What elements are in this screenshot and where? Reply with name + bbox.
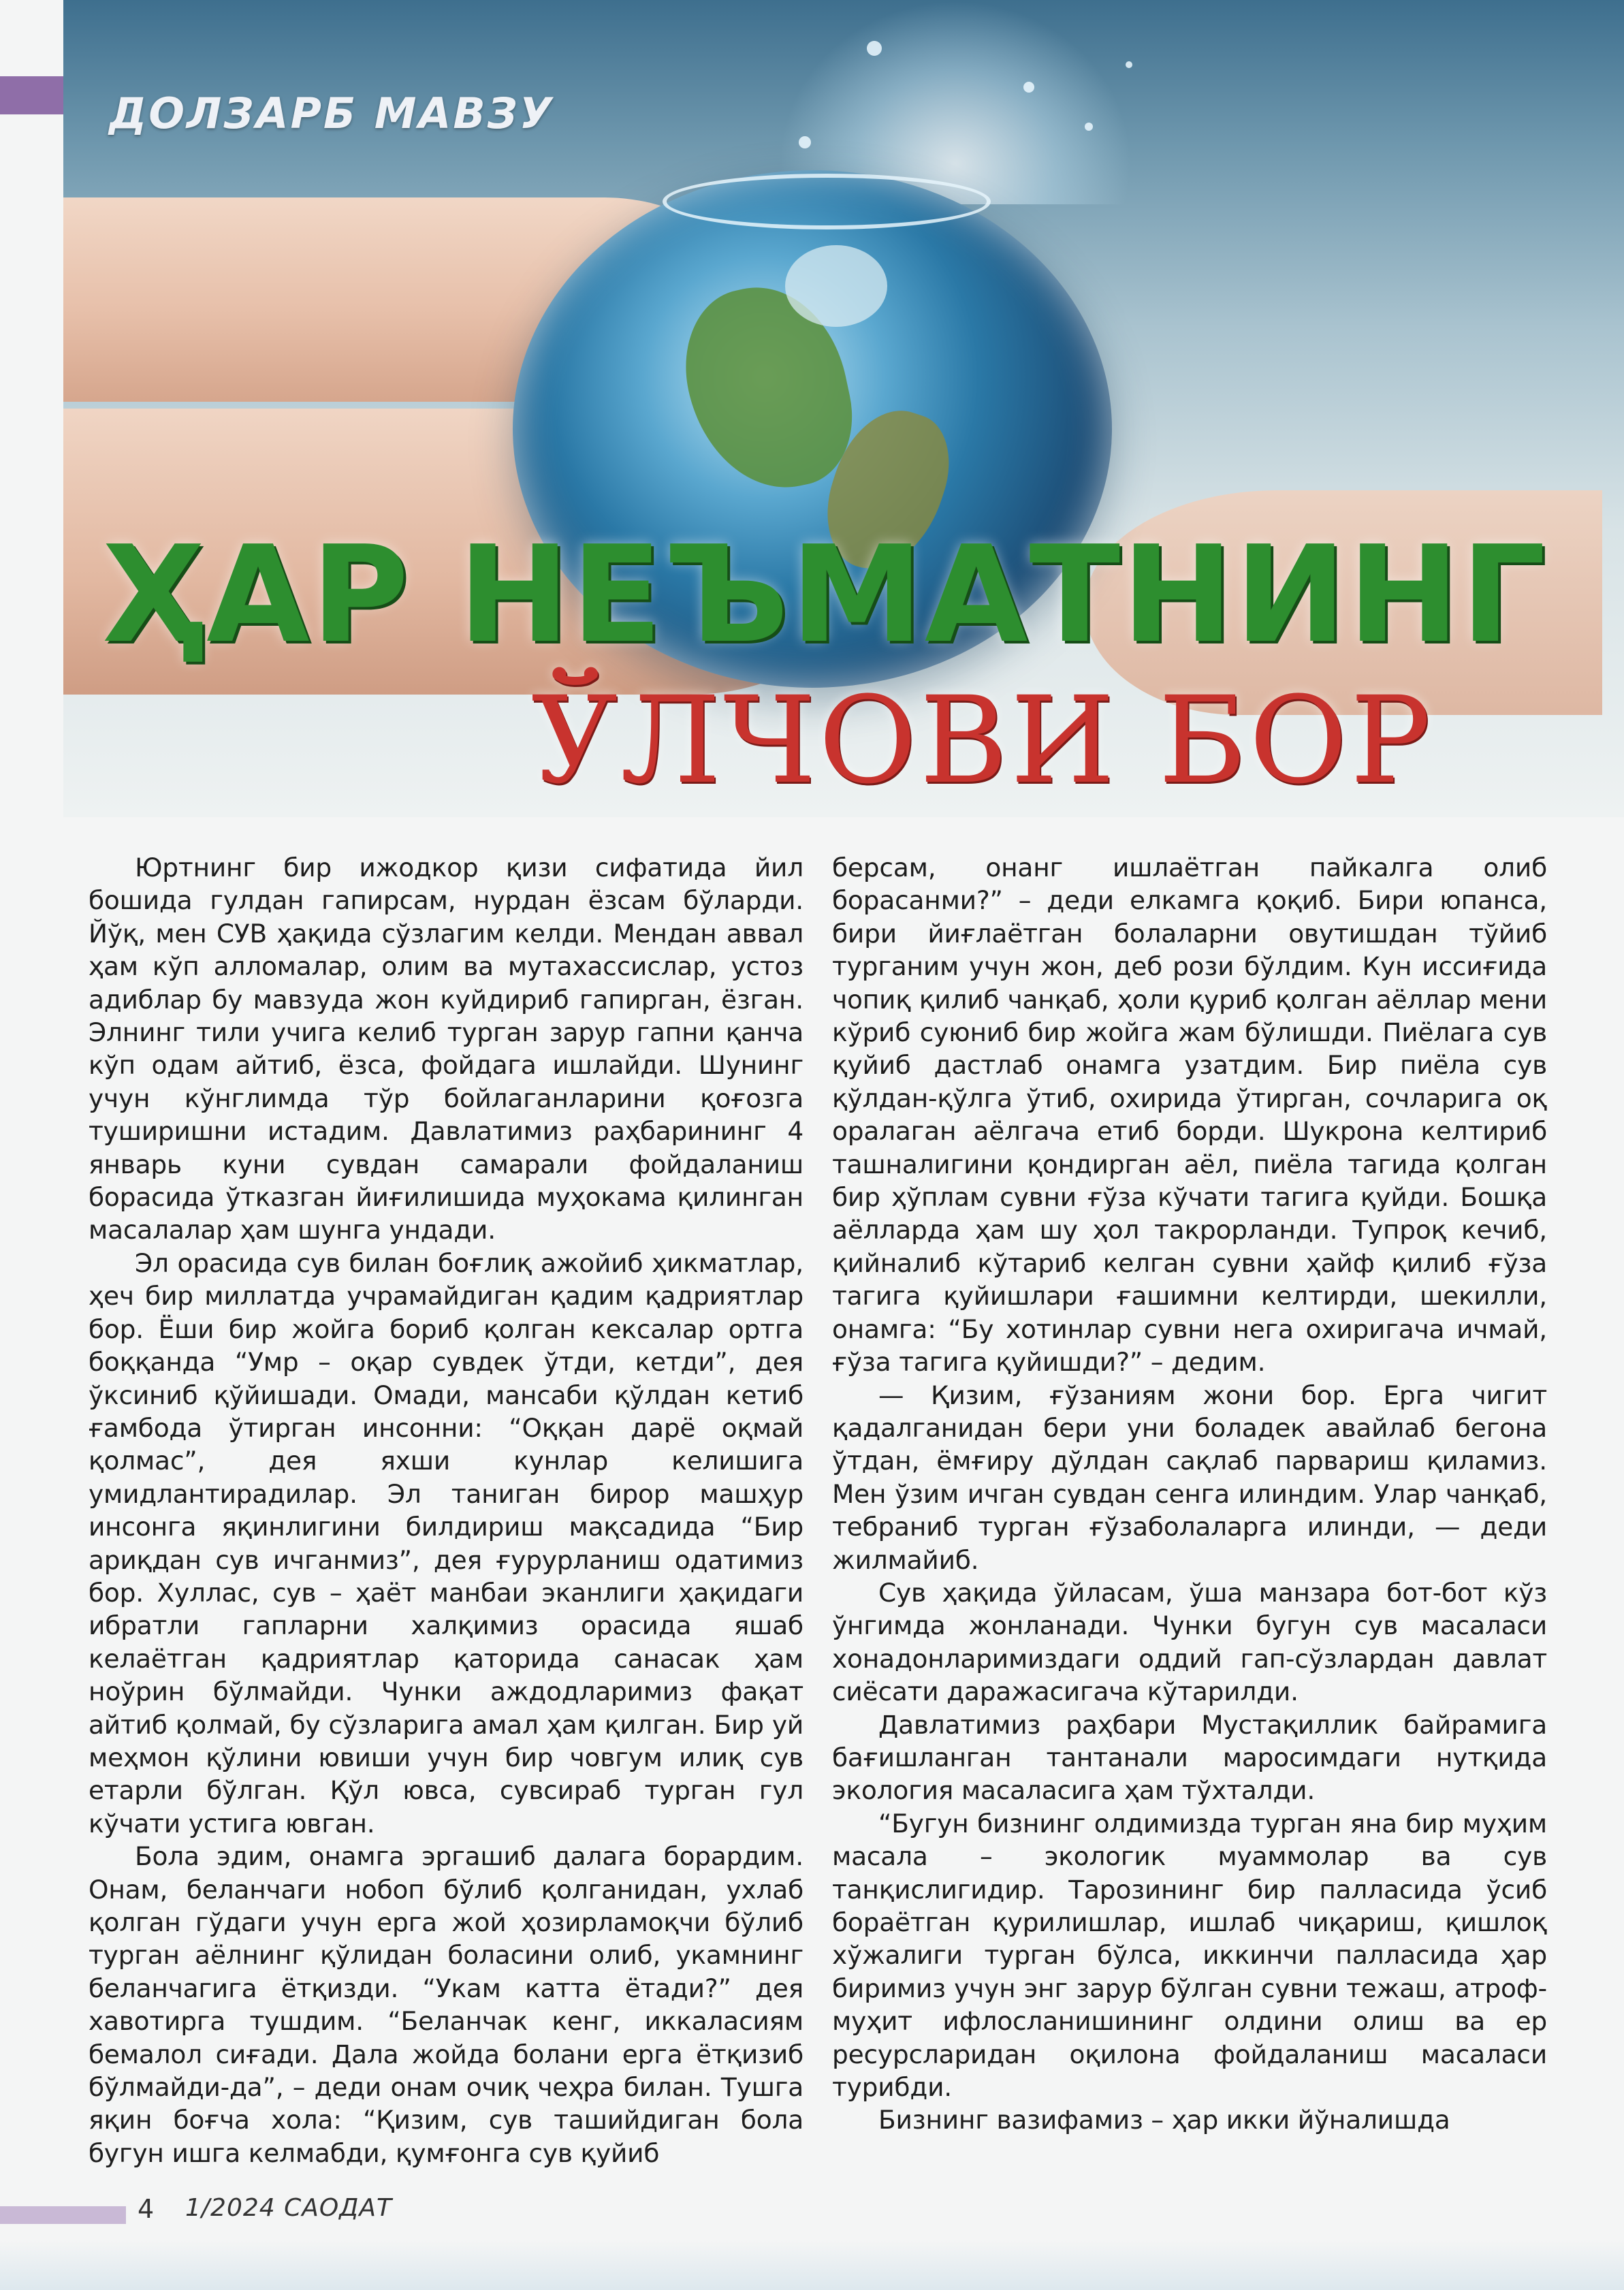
water-drop — [1126, 61, 1132, 68]
footer-water-decoration — [0, 2240, 1624, 2290]
headline-line2: ЎЛЧОВИ БОР — [531, 671, 1434, 810]
section-kicker: ДОЛЗАРБ МАВЗУ — [109, 89, 554, 138]
paragraph: Сув ҳақида ўйласам, ўша манзара бот-бот кўз ўнгимда жонланади. Чунки бугун сув масаласи хонадонларимиздаги оддий гап-сўзлардан давлат сиёсати даражасигача кўтарилди. — [832, 1577, 1547, 1707]
article-column-right — [832, 851, 1547, 2137]
issue-label: 1/2024 САОДАТ — [185, 2194, 392, 2222]
section-accent-bar — [0, 76, 63, 114]
paragraph: Эл орасида сув билан боғлиқ ажойиб ҳикматлар, ҳеч бир миллатда учрамайдиган қадим қадриятлар бор. Ёши бир жойга бориб қолган кексалар ортга боққанда “Умр – оқар сувдек ўтди, кетди”, дея ўксиниб қўйишади. Омади, мансаби қўлдан кетиб ғамбода ўтирган инсонни: “Оққан дарё оқмай қолмас”, дея яхши кунлар келишига умидлантирадилар. Эл таниган бирор машҳур инсонга яқинлигини билдириш мақсадида “Бир ариқдан сув ичганмиз”, дея ғурурланиш одатимиз бор. Хуллас, сув – ҳаёт манбаи эканлиги ҳақидаги ибратли гапларни халқимиз орасида яшаб келаётган қадриятлар қаторида санасак ҳам ноўрин бўлмайди. Чунки аждодларимиз фақат айтиб қолмай, бу сўзларига амал ҳам қилган. Бир уй меҳмон қўлини ювиши учун бир човгум илиқ сув етарли бўлган. Қўл ювса, сувсираб турган гул кўчати устига ювган. — [89, 1247, 803, 1839]
paragraph: — Қизим, ғўзаниям жони бор. Ерга чигит қадалганидан бери уни боладек авайлаб бегона ўтдан, ёмғиру дўлдан сақлаб парвариш қиламиз. Мен ўзим ичган сувдан сенга илиндим. Улар чанқаб, тебраниб турган ғўзаболаларга илинди, — деди жилмайиб. — [832, 1380, 1547, 1575]
paragraph: берсам, онанг ишлаётган пайкалга олиб борасанми?” – деди елкамга қоқиб. Бири юпанса, бири йиғлаётган болаларни овутишдан тўйиб турганим учун жон, деб рози бўлдим. Кун иссиғида чопиқ қилиб чанқаб, ҳоли қуриб қолган аёллар мени кўриб суюниб бир жойга жам бўлишди. Пиёлага сув қуйиб дастлаб онамга узатдим. Бир пиёла сув қўлдан-қўлга ўтиб, охирида ўтирган, сочларига оқ оралаган аёлгача етиб борди. Шукрона келтириб ташналигини қондирган аёл, пиёла тагида қолган бир ҳўплам сувни ғўза кўчати тагига қуйди. Бошқа аёлларда ҳам шу ҳол такрорланди. Тупроқ кечиб, қийналиб кўтариб келган сувни ҳайф қилиб ғўза тагига қуйишлари ғашимни келтирди, шекилли, онамга: “Бу хотинлар сувни нега охиригача ичмай, ғўза тагига қуйишди?” – дедим. — [832, 853, 1547, 1378]
water-drop — [867, 41, 882, 56]
headline-line1: ҲАР НЕЪМАТНИНГ — [102, 518, 1548, 673]
bowl-rim — [663, 174, 991, 229]
page-number: 4 — [138, 2194, 155, 2224]
article-column-left — [89, 851, 803, 2169]
paragraph: Бола эдим, онамга эргашиб далага борардим. Онам, беланчаги нобоп бўлиб қолганидан, ухлаб қолган гўдаги учун ерга жой ҳозирламоқчи бўлиб турган аёлнинг қўлидан боласини олиб, укамнинг беланчагига ётқизди. “Укам катта ётади?” дея хавотирга тушдим. “Беланчак кенг, иккаласиям бемалол сиғади. Дала жойда болани ерга ётқизиб бўлмайди-да”, – деди онам очиқ чеҳра билан. Тушга яқин боғча хола: “Қизим, сув ташийдиган бола бугун ишга келмабди, қумғонга сув қуйиб — [89, 1841, 803, 2168]
footer-accent-bar — [0, 2206, 126, 2224]
paragraph: Юртнинг бир ижодкор қизи сифатида йил бошида гулдан гапирсам, нурдан ёзсам бўларди. Йўқ, мен СУВ ҳақида сўзлагим келди. Мендан аввал ҳам кўп алломалар, олим ва мутахассислар, устоз адиблар бу мавзуда жон куйдириб гапирган, ёзган. Элнинг тили учига келиб турган зарур гапни қанча кўп одам айтиб, ёзса, фойдага ишлайди. Шунинг учун кўнглимда тўр бойлаганларини қоғозга туширишни истадим. Давлатимиз раҳбарининг 4 январь куни сувдан самарали фойдаланиш борасида ўтказган йиғилишида муҳокама қилинган масалалар ҳам шунга ундади. — [89, 853, 803, 1245]
paragraph: Давлатимиз раҳбари Мустақиллик байрамига бағишланган тантанали маросимдаги нутқида экология масаласига ҳам тўхталди. — [832, 1709, 1547, 1806]
water-drop — [1085, 123, 1093, 131]
paragraph: “Бугун бизнинг олдимизда турган яна бир муҳим масала – экологик муаммолар ва сув танқислигидир. Тарозининг бир палласида ўсиб бораётган қурилишлар, ишлаб чиқариш, қишлоқ хўжалиги турган бўлса, иккинчи палласида ҳар биримиз учун энг зарур бўлган сувни тежаш, атроф-муҳит ифлосланишининг олдини олиш ва ер ресурсларидан оқилона фойдаланиш масаласи турибди. — [832, 1808, 1547, 2103]
water-drop — [1023, 82, 1034, 93]
paragraph: Бизнинг вазифамиз – ҳар икки йўналишда — [878, 2105, 1450, 2135]
cloud-highlight — [785, 245, 887, 327]
water-drop — [799, 136, 811, 148]
